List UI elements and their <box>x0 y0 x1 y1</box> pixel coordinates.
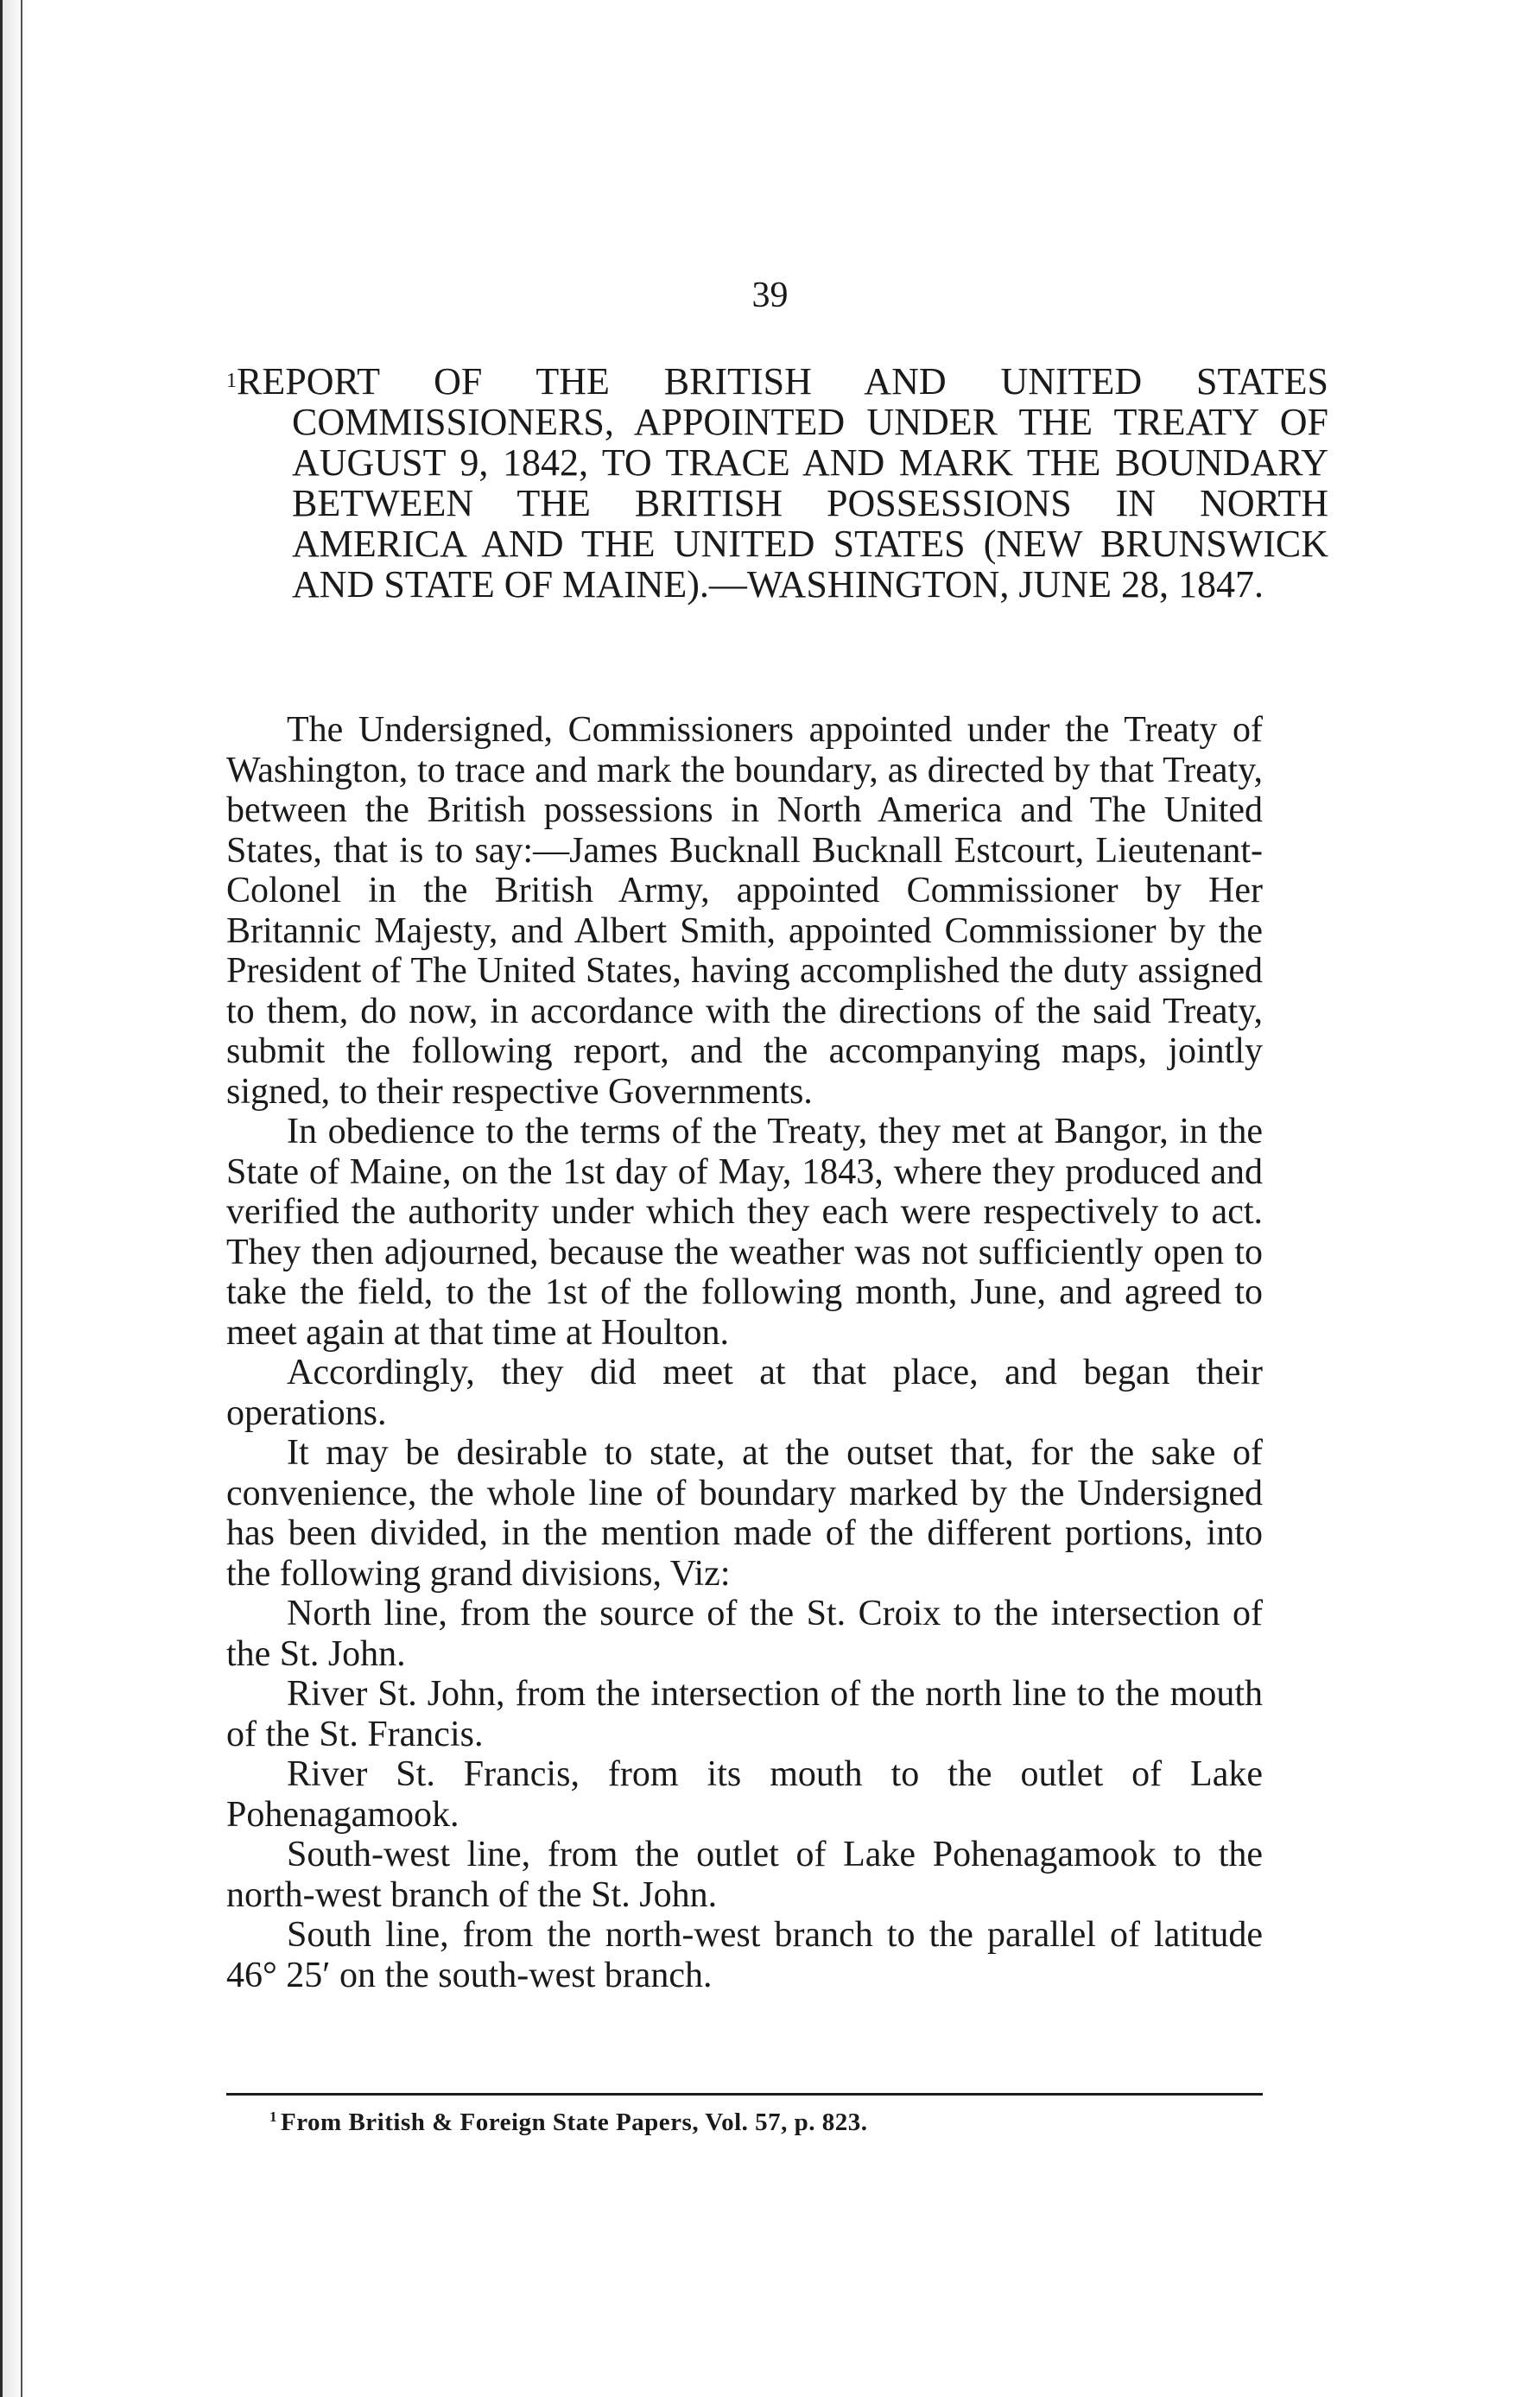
division-south-west-line: South-west line, from the outlet of Lake Pohenagamook to the north-west branch of the St. John. <box>226 1835 1263 1915</box>
footnote-marker: 1 <box>269 2108 277 2125</box>
title-footnote-marker: 1 <box>226 370 237 392</box>
division-north-line: North line, from the source of the St. Croix to the intersection of the St. John. <box>226 1594 1263 1674</box>
page-binding-edge <box>0 0 22 2397</box>
document-title-text: REPORT OF THE BRITISH AND UNITED STATES COMMISSIONERS, APPOINTED UNDER THE TREATY OF AUGUST 9, 1842, TO TRACE AND MARK THE BOUNDARY BETWEEN THE BRITISH POSSESSIONS IN NORTH AMERICA AND THE UNITED STATES (NEW BRUNSWICK AND STATE OF MAINE).—WASHINGTON, JUNE 28, 1847. <box>237 360 1328 606</box>
footnote-text: From British & Foreign State Papers, Vol. 57, p. 823. <box>281 2108 868 2136</box>
paragraph-operations: Accordingly, they did meet at that place, and began their operations. <box>226 1353 1263 1433</box>
division-river-st-francis: River St. Francis, from its mouth to the outlet of Lake Pohenagamook. <box>226 1754 1263 1835</box>
division-south-line: South line, from the north-west branch to the parallel of latitude 46° 25′ on the south-west branch. <box>226 1915 1263 1995</box>
paragraph-divisions: It may be desirable to state, at the outset that, for the sake of convenience, the whole line of boundary marked by the Undersigned has been divided, in the mention made of the different portions, into the following grand divisions, Viz: <box>226 1433 1263 1594</box>
page-number: 39 <box>751 276 789 315</box>
document-body <box>226 710 1263 1995</box>
paragraph-bangor-meeting: In obedience to the terms of the Treaty, they met at Bangor, in the State of Maine, on the 1st day of May, 1843, where they produced and verified the authority under which they each were respectively to act. They then adjourned, because the weather was not sufficiently open to take the field, to the 1st of the following month, June, and agreed to meet again at that time at Houlton. <box>226 1112 1263 1353</box>
paragraph-intro: The Undersigned, Commissioners appointed under the Treaty of Washington, to trace and mark the boundary, as directed by that Treaty, between the British possessions in North America and The United States, that is to say:—James Bucknall Bucknall Estcourt, Lieutenant-Colonel in the British Army, appointed Commissioner by Her Britannic Majesty, and Albert Smith, appointed Commissioner by the President of The United States, having accomplished the duty assigned to them, do now, in accordance with the directions of the said Treaty, submit the following report, and the accompanying maps, jointly signed, to their respective Governments. <box>226 710 1263 1112</box>
footnote <box>269 2108 868 2137</box>
footnote-rule <box>226 2093 1263 2096</box>
division-river-st-john: River St. John, from the intersection of the north line to the mouth of the St. Francis. <box>226 1674 1263 1754</box>
document-title <box>226 361 1328 605</box>
